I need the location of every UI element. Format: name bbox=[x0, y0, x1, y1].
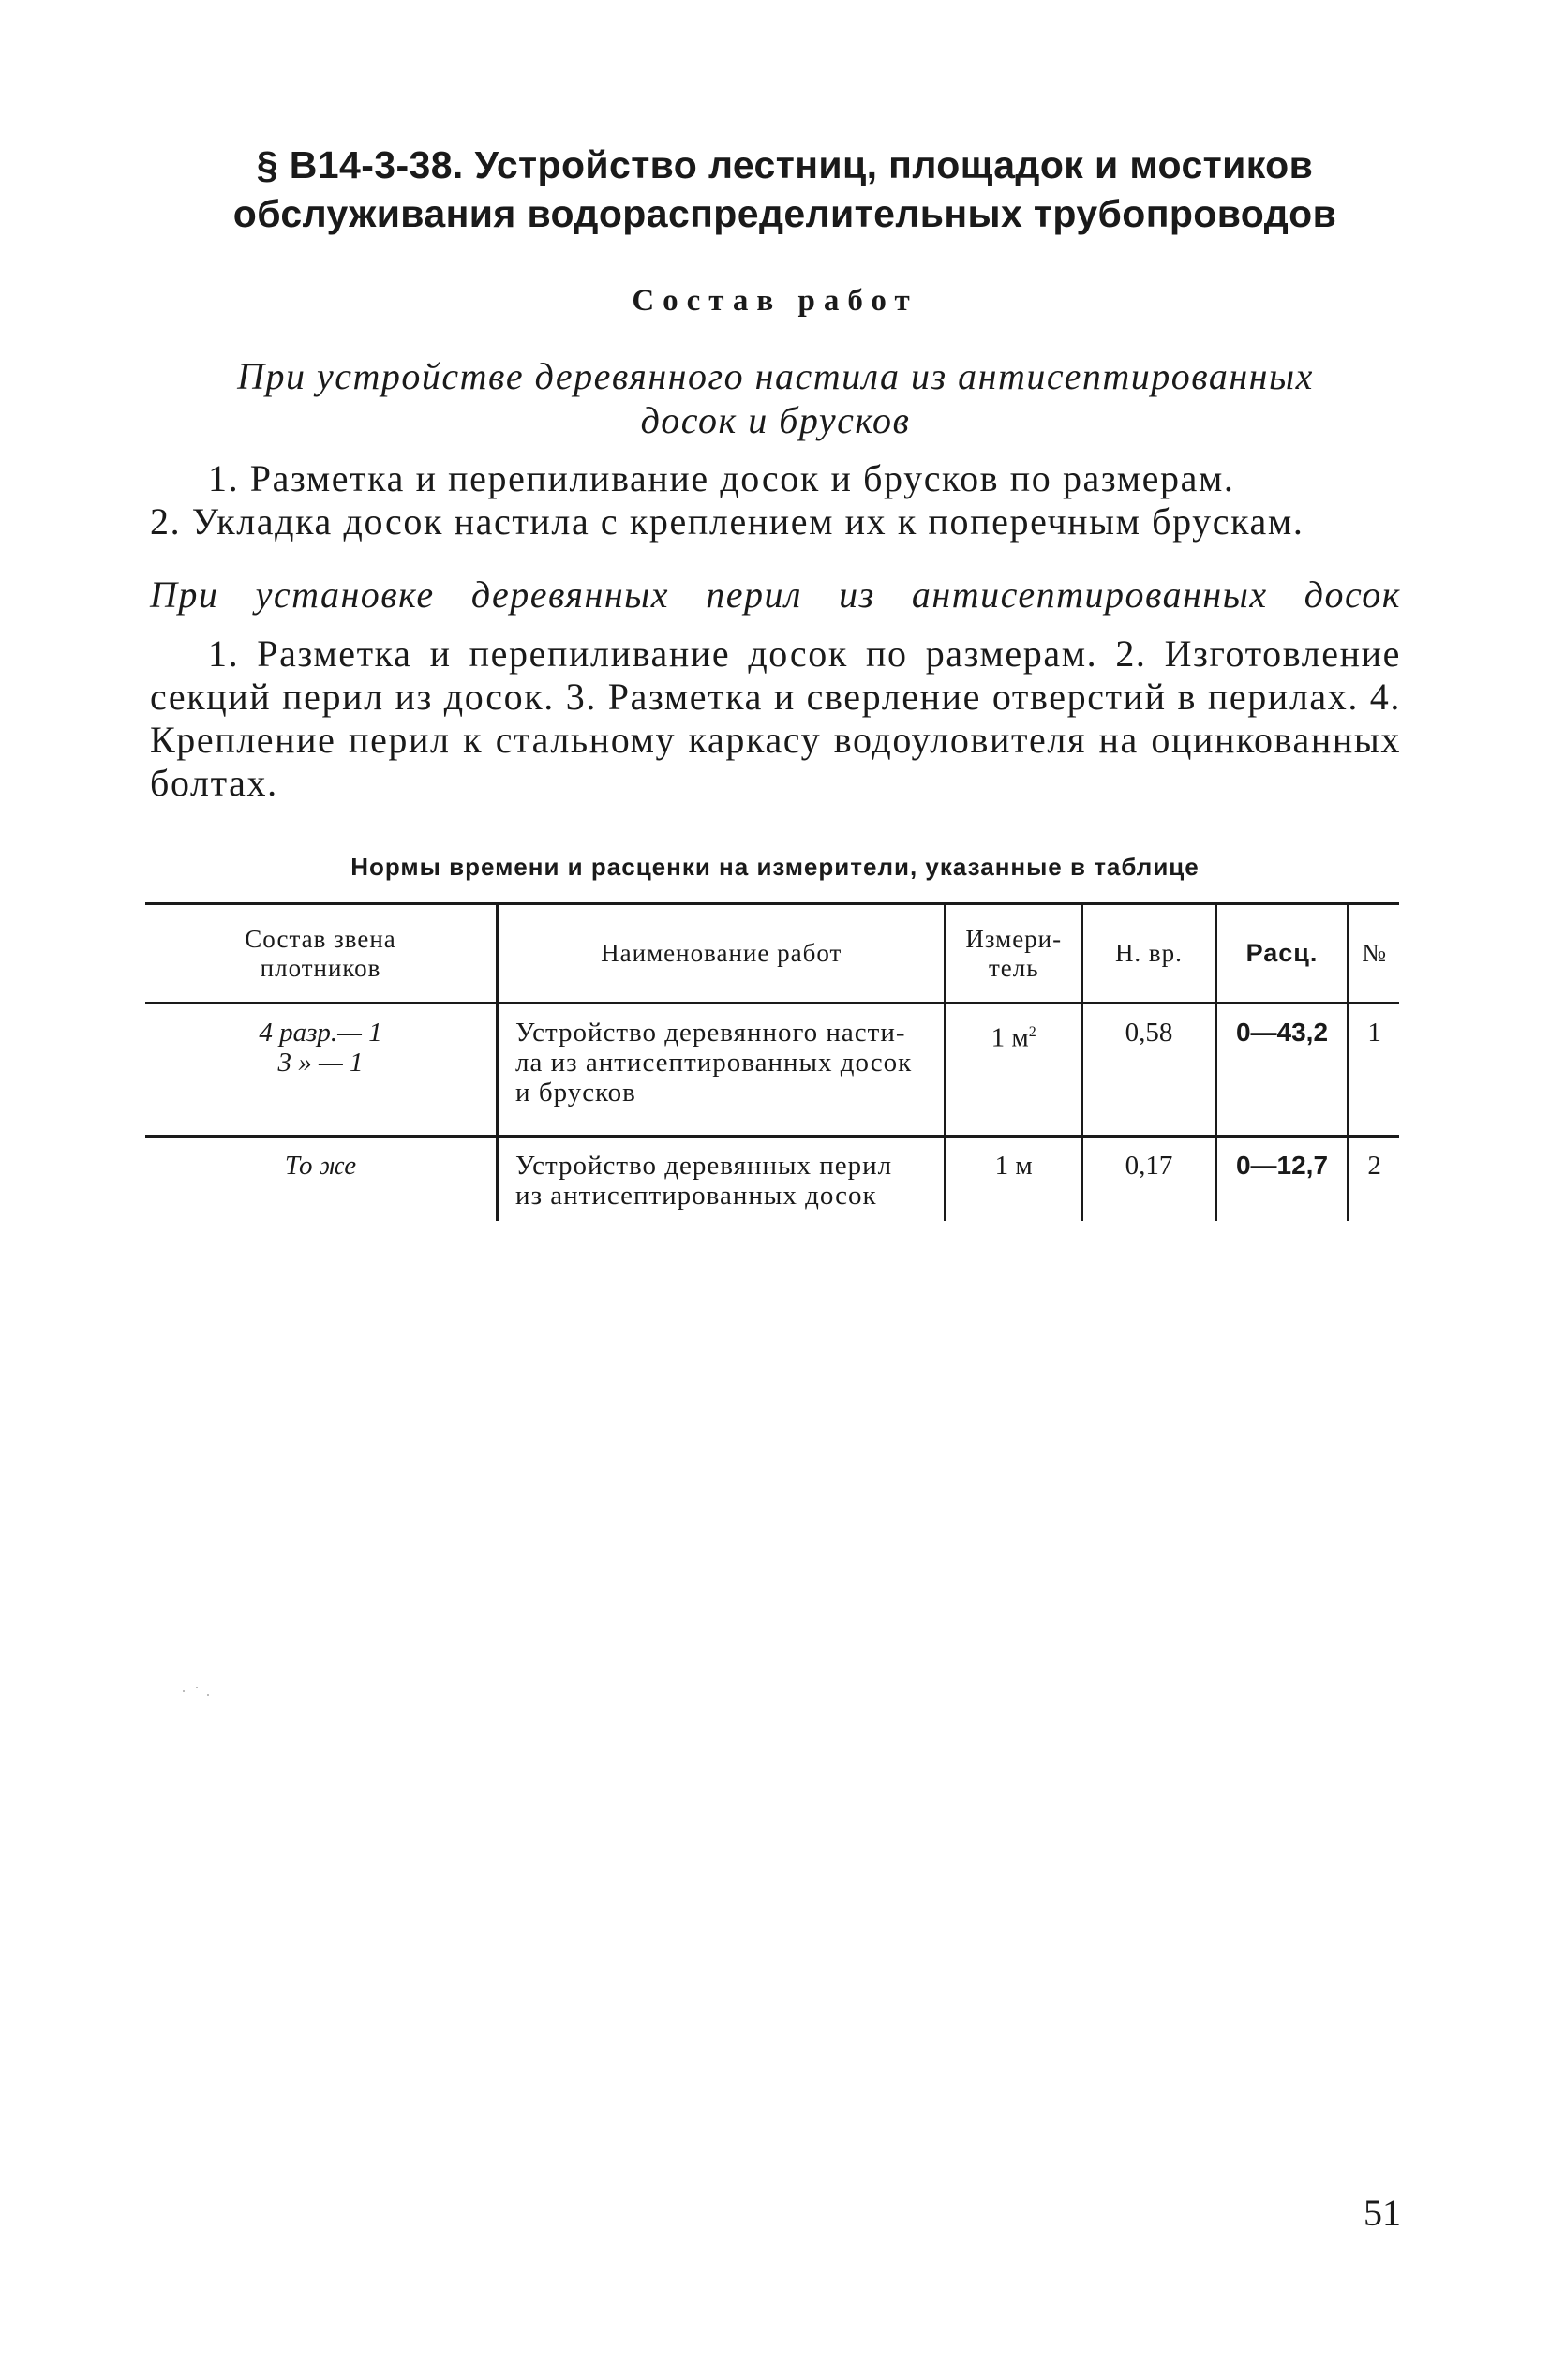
cell-crew-line-2: 3 » — 1 bbox=[277, 1048, 364, 1078]
cell-rate: 0—43,2 bbox=[1215, 1004, 1348, 1137]
cell-work-line-1: Устройство деревянных перил bbox=[515, 1151, 893, 1181]
header-crew bbox=[145, 904, 498, 1004]
cell-work bbox=[498, 1137, 946, 1221]
header-crew-line-2: плотников bbox=[260, 953, 381, 982]
cell-crew-line-1: 4 разр.— 1 bbox=[259, 1018, 382, 1048]
cell-work-line-2: ла из антисептированных досок bbox=[515, 1048, 913, 1078]
cell-number: 1 bbox=[1349, 1004, 1399, 1137]
cell-work bbox=[498, 1004, 946, 1137]
cell-unit-exponent: 2 bbox=[1028, 1024, 1036, 1040]
cell-work-line-2: из антисептированных досок bbox=[515, 1181, 877, 1211]
subsection-1-heading-line-2: досок и брусков bbox=[640, 399, 911, 441]
cell-number: 2 bbox=[1349, 1137, 1399, 1221]
header-unit-line-1: Измери- bbox=[965, 924, 1063, 953]
subsection-2-text bbox=[150, 632, 1401, 805]
header-number: № bbox=[1349, 904, 1399, 1004]
header-time: Н. вр. bbox=[1082, 904, 1216, 1004]
norms-table bbox=[145, 902, 1399, 1221]
cell-rate: 0—12,7 bbox=[1215, 1137, 1348, 1221]
page-number: 51 bbox=[1364, 2192, 1401, 2234]
cell-unit: 1 м bbox=[946, 1137, 1082, 1221]
cell-crew bbox=[145, 1004, 498, 1137]
header-unit-line-2: тель bbox=[988, 953, 1039, 982]
subsection-1-step-2: 2. Укладка досок настила с креплением их к поперечным брускам. bbox=[150, 500, 1304, 543]
header-work: Наименование работ bbox=[498, 904, 946, 1004]
header-unit bbox=[946, 904, 1082, 1004]
cell-work-line-1: Устройство деревянного насти- bbox=[515, 1018, 906, 1048]
scan-specks bbox=[183, 1687, 211, 1698]
section-title-line-1: § В14-3-38. Устройство лестниц, площадок и мостиков bbox=[256, 143, 1314, 186]
cell-time: 0,58 bbox=[1082, 1004, 1216, 1137]
cell-time: 0,17 bbox=[1082, 1137, 1216, 1221]
header-rate: Расц. bbox=[1215, 904, 1348, 1004]
table-row bbox=[145, 1137, 1399, 1221]
cell-work-line-3: и брусков bbox=[515, 1078, 636, 1108]
composition-heading: Состав работ bbox=[632, 284, 918, 318]
table-caption: Нормы времени и расценки на измерители, указанные в таблице bbox=[350, 853, 1200, 881]
table-header-row bbox=[145, 904, 1399, 1004]
subsection-1-step-1: 1. Разметка и перепиливание досок и брусков по размерам. bbox=[208, 457, 1235, 499]
subsection-2-heading: При установке деревянных перил из антисептированных досок bbox=[150, 573, 1401, 616]
subsection-1-heading bbox=[150, 354, 1401, 442]
table-row bbox=[145, 1004, 1399, 1137]
subsection-1-text bbox=[150, 457, 1401, 543]
cell-crew: То же bbox=[284, 1151, 357, 1181]
cell-unit-value: 1 м bbox=[991, 1022, 1029, 1053]
section-title-line-2: обслуживания водораспределительных трубопроводов bbox=[232, 192, 1337, 235]
cell-unit bbox=[946, 1004, 1082, 1137]
subsection-2-paragraph: 1. Разметка и перепиливание досок по размерам. 2. Изготовление секций перил из досок. 3. Разметка и сверление отверстий в перилах. 4. Крепление перил к стальному каркасу водоуловителя на оцинкованных болтах. bbox=[150, 632, 1401, 804]
header-crew-line-1: Состав звена bbox=[245, 924, 396, 953]
section-title bbox=[197, 141, 1373, 238]
subsection-1-heading-line-1: При устройстве деревянного настила из антисептированных bbox=[237, 355, 1314, 397]
